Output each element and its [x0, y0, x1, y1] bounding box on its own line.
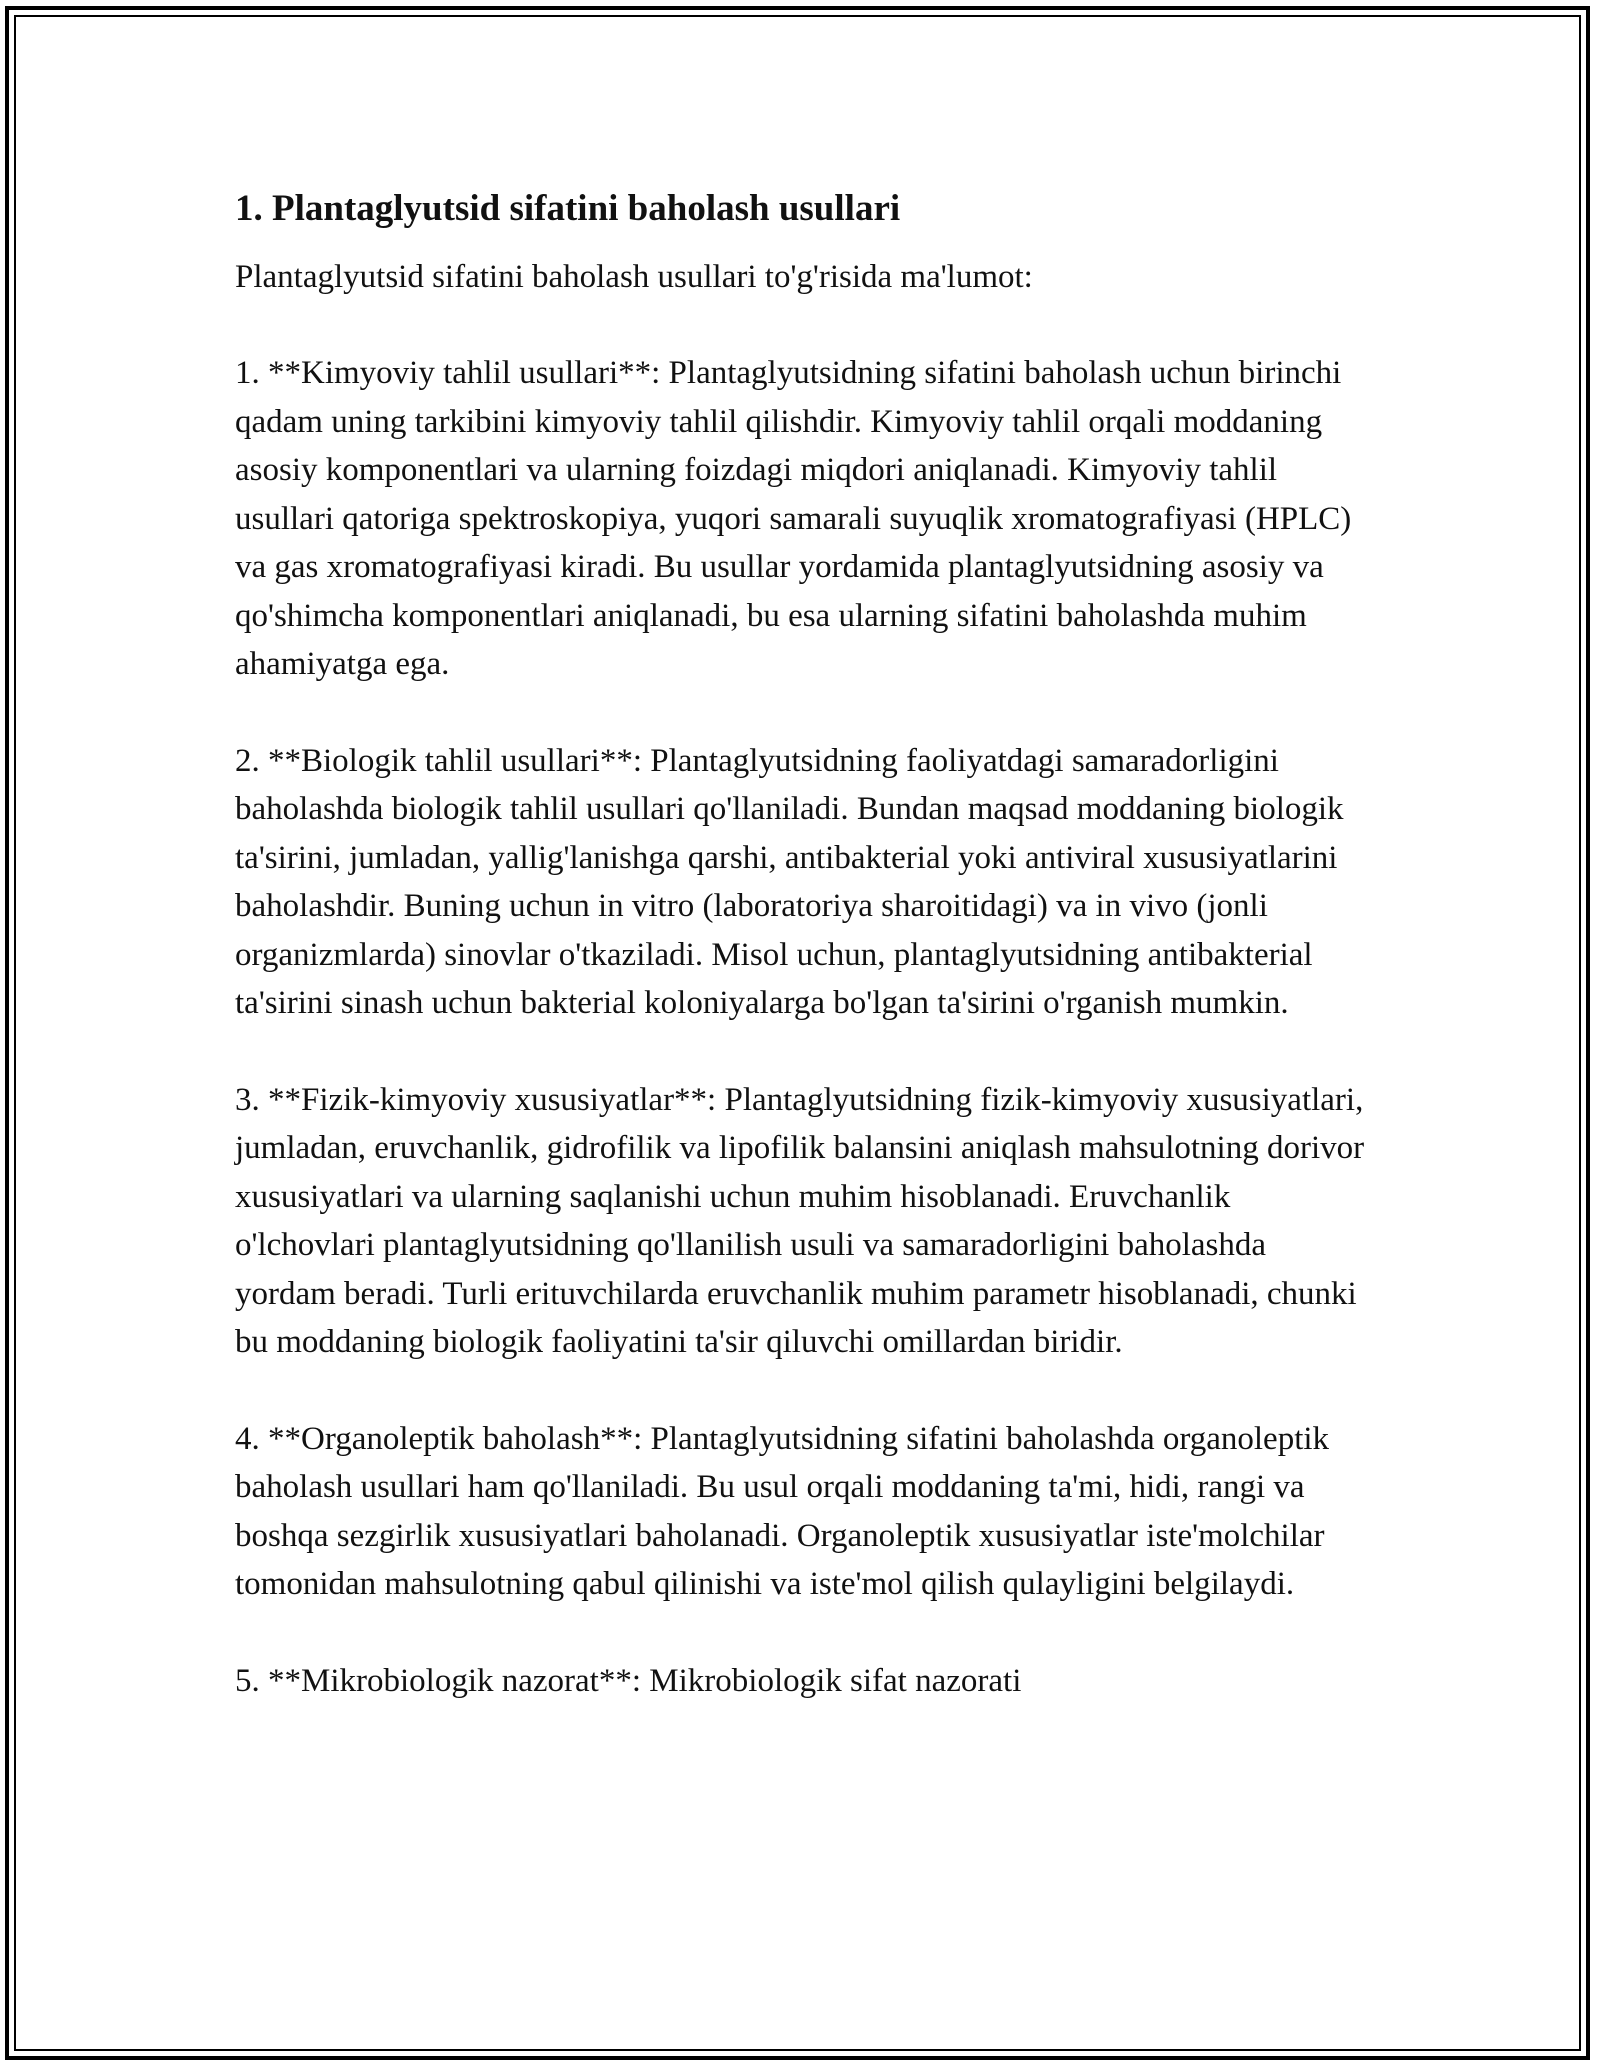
list-item-biological-analysis: 2. **Biologik tahlil usullari**: Plantaglyutsidning faoliyatdagi samaradorligini baholashda biologik tahlil usullari qo'llaniladi. Bundan maqsad moddaning biologik ta'sirini, jumladan, yallig'lanishga qarshi, antibakterial yoki antiviral xususiyatlarini baholashdir. Buning uchun in vitro (laboratoriya sharoitidagi) va in vivo (jonli organizmlarda) sinovlar o'tkaziladi. Misol uchun, plantaglyutsidning antibakterial ta'sirini sinash uchun bakterial koloniyalarga bo'lgan ta'sirini o'rganish mumkin.: [235, 742, 1344, 1021]
list-item-microbiological-control: 5. **Mikrobiologik nazorat**: Mikrobiologik sifat nazorati: [235, 1662, 1022, 1699]
list-item-physicochemical-properties: 3. **Fizik-kimyoviy xususiyatlar**: Plantaglyutsidning fizik-kimyoviy xususiyatlari, jumladan, eruvchanlik, gidrofilik va lipofilik balansini aniqlash mahsulotning dorivor xususiyatlari va ularning saqlanishi uchun muhim hisoblanadi. Eruvchanlik o'lchovlari plantaglyutsidning qo'llanilish usuli va samaradorligini baholashda yordam beradi. Turli erituvchilarda eruvchanlik muhim parametr hisoblanadi, chunki bu moddaning biologik faoliyatini ta'sir qiluvchi omillardan biridir.: [235, 1081, 1365, 1360]
list-item-chemical-analysis: 1. **Kimyoviy tahlil usullari**: Plantaglyutsidning sifatini baholash uchun birinchi qadam uning tarkibini kimyoviy tahlil qilishdir. Kimyoviy tahlil orqali moddaning asosiy komponentlari va ularning foizdagi miqdori aniqlanadi. Kimyoviy tahlil usullari qatoriga spektroskopiya, yuqori samarali suyuqlik xromatografiyasi (HPLC) va gas xromatografiyasi kiradi. Bu usullar yordamida plantaglyutsidning asosiy va qo'shimcha komponentlari aniqlanadi, bu esa ularning sifatini baholashda muhim ahamiyatga ega.: [235, 355, 1352, 682]
list-item-organoleptic-evaluation: 4. **Organoleptik baholash**: Plantaglyutsidning sifatini baholashda organoleptik baholash usullari ham qo'llaniladi. Bu usul orqali moddaning ta'mi, hidi, rangi va boshqa sezgirlik xususiyatlari baholanadi. Organoleptik xususiyatlar iste'molchilar tomonidan mahsulotning qabul qilinishi va iste'mol qilish qulayligini belgilaydi.: [235, 1420, 1330, 1602]
document-title: 1. Plantaglyutsid sifatini baholash usullari: [235, 188, 901, 229]
intro-paragraph: Plantaglyutsid sifatini baholash usullari to'g'risida ma'lumot:: [235, 259, 1033, 295]
document-body: [235, 185, 1375, 1705]
